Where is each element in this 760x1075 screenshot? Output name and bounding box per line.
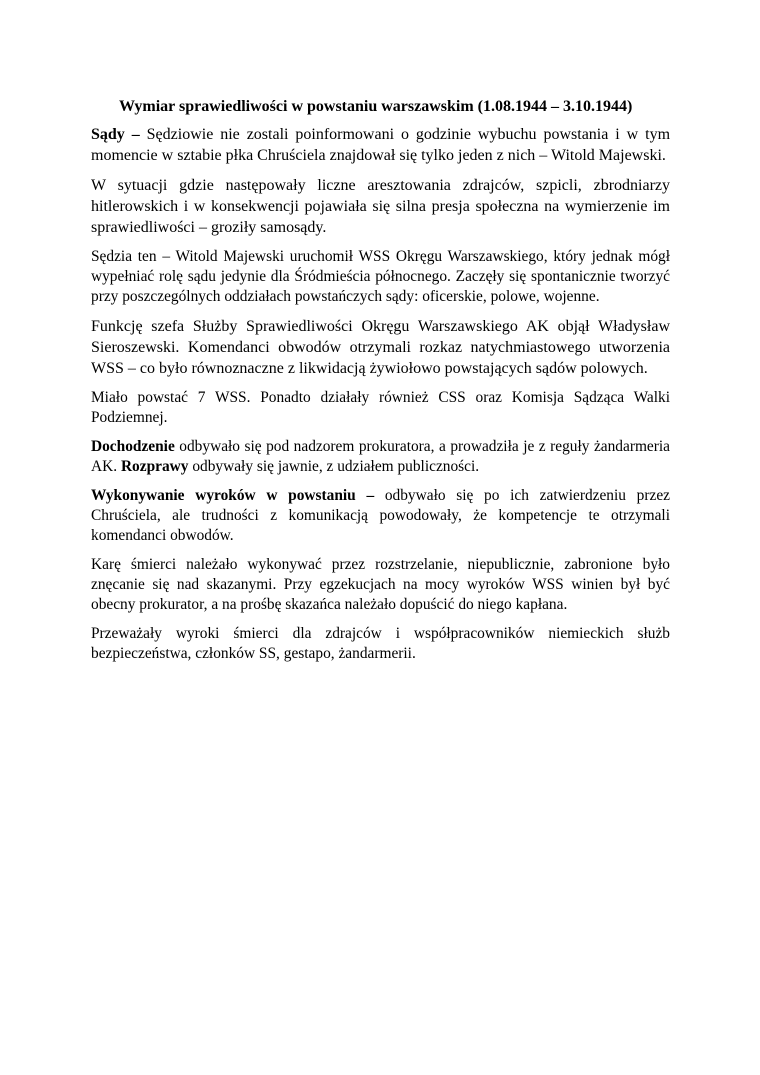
paragraph-lead: Dochodzenie xyxy=(91,438,175,455)
paragraph-text: odbywało się pod nadzorem prokuratora, a prowadziła je z reguły żandarmeria AK. xyxy=(91,438,670,475)
paragraph-judge: Sędzia ten – Witold Majewski uruchomił WSS Okręgu Warszawskiego, który jednak mógł wypełniać rolę sądu jedynie dla Śródmieścia północnego. Zaczęły się spontanicznie tworzyć przy poszczególnych oddziałach powstańczych sądy: oficerskie, polowe, wojenne. xyxy=(91,248,670,305)
paragraph-chief: Funkcję szefa Służby Sprawiedliwości Okręgu Warszawskiego AK objął Władysław Sieroszewski. Komendanci obwodów otrzymali rozkaz natychmiastowego utworzenia WSS – co było równoznaczne z likwidacją żywiołowo powstających sądów polowych. xyxy=(91,318,670,377)
paragraph-wss-count: Miało powstać 7 WSS. Ponadto działały również CSS oraz Komisja Sądząca Walki Podziemnej. xyxy=(91,389,670,426)
paragraph-lead: Sądy – xyxy=(91,126,140,143)
paragraph-lead-2: Rozprawy xyxy=(120,458,189,475)
document-title: Wymiar sprawiedliwości w powstaniu warszawskim (1.08.1944 – 3.10.1944) xyxy=(119,98,633,115)
paragraph-sentences: Przeważały wyroki śmierci dla zdrajców i współpracowników niemieckich służb bezpieczeństwa, członków SS, gestapo, żandarmerii. xyxy=(91,625,670,662)
paragraph-text-2: odbywały się jawnie, z udziałem publiczności. xyxy=(188,458,480,475)
paragraph-investigation xyxy=(91,437,670,477)
paragraph-situation: W sytuacji gdzie następowały liczne aresztowania zdrajców, szpicli, zbrodniarzy hitlerowskich i w konsekwencji pojawiała się silna presja społeczna na wymierzenie im sprawiedliwości – groziły samosądy. xyxy=(91,177,670,236)
paragraph-text: odbywało się po ich zatwierdzeniu przez Chruściela, ale trudności z komunikacją powodowały, że kompetencje te otrzymali komendanci obwodów. xyxy=(91,487,670,544)
paragraph-text: Sędziowie nie zostali poinformowani o godzinie wybuchu powstania i w tym momencie w sztabie płka Chruściela znajdował się tylko jeden z nich – Witold Majewski. xyxy=(91,126,671,164)
paragraph-courts xyxy=(91,124,670,166)
paragraph-death-penalty: Karę śmierci należało wykonywać przez rozstrzelanie, niepublicznie, zabronione było znęcanie się nad skazanymi. Przy egzekucjach na mocy wyroków WSS winien był być obecny prokurator, a na prośbę skazańca należało dopuścić do niego kapłana. xyxy=(91,556,670,613)
paragraph-executions xyxy=(91,486,670,546)
document-page xyxy=(91,96,670,673)
paragraph-lead: Wykonywanie wyroków w powstaniu – xyxy=(91,487,375,504)
